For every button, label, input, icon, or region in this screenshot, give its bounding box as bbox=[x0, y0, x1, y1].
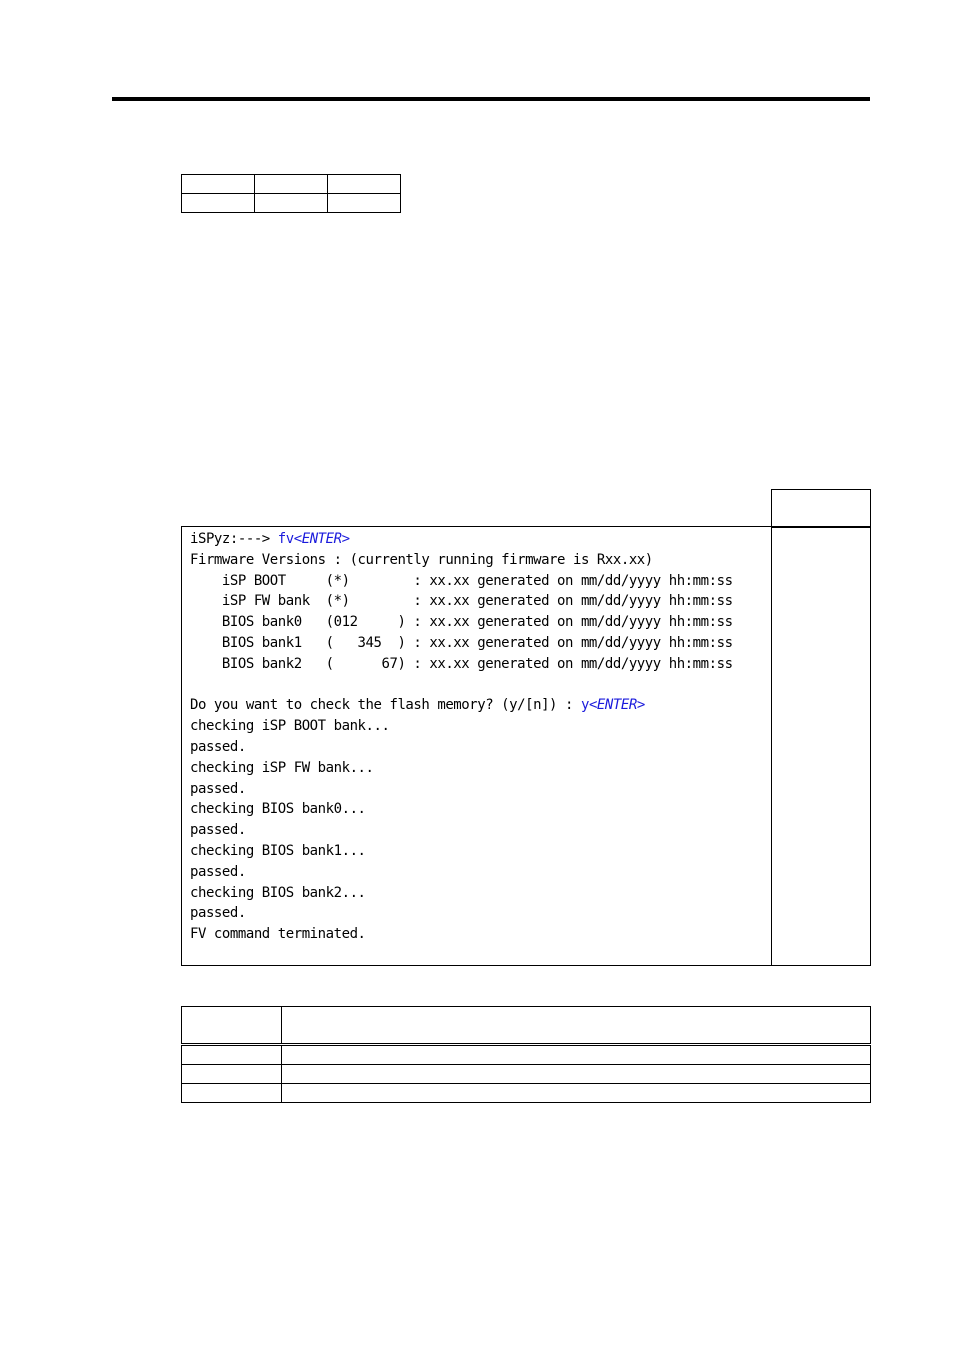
summary-table bbox=[181, 174, 401, 213]
console-line bbox=[190, 675, 733, 696]
table-cell bbox=[255, 194, 328, 213]
console-text: Do you want to check the flash memory? (y/[n]) : bbox=[190, 697, 581, 714]
table-cell bbox=[328, 194, 401, 213]
table-row bbox=[182, 175, 401, 194]
console-side-header bbox=[771, 489, 871, 528]
table-row bbox=[182, 194, 401, 213]
console-text: passed. bbox=[190, 822, 246, 839]
console-line bbox=[190, 591, 733, 612]
console-line bbox=[190, 571, 733, 592]
console-line bbox=[190, 737, 733, 758]
table-cell bbox=[328, 175, 401, 194]
console-text: BIOS bank0 (012 ) : xx.xx generated on mm/dd/yyyy hh:mm:ss bbox=[190, 614, 733, 631]
console-line bbox=[190, 550, 733, 571]
console-text: passed. bbox=[190, 905, 246, 922]
description-table bbox=[181, 1006, 871, 1103]
console-text: iSPyz:---> bbox=[190, 531, 278, 547]
console-side-column bbox=[771, 526, 871, 966]
table-cell bbox=[182, 1045, 282, 1065]
console-line bbox=[190, 903, 733, 924]
console-lines bbox=[190, 529, 733, 945]
console-text: Firmware Versions : (currently running firmware is Rxx.xx) bbox=[190, 551, 653, 568]
console-line bbox=[190, 883, 733, 904]
console-text: checking iSP BOOT bank... bbox=[190, 718, 390, 735]
console-text: FV command terminated. bbox=[190, 926, 366, 943]
console-example-box bbox=[181, 489, 870, 965]
table-header-cell bbox=[182, 1007, 282, 1045]
console-text: checking iSP FW bank... bbox=[190, 759, 374, 776]
console-text: checking BIOS bank2... bbox=[190, 884, 366, 901]
console-output bbox=[181, 526, 772, 966]
console-text: checking BIOS bank0... bbox=[190, 801, 366, 818]
table-cell bbox=[182, 194, 255, 213]
enter-key-label: <ENTER> bbox=[293, 531, 350, 547]
console-text: BIOS bank2 ( 67) : xx.xx generated on mm/dd/yyyy hh:mm:ss bbox=[190, 655, 733, 672]
console-line bbox=[190, 820, 733, 841]
typed-command: fv bbox=[277, 531, 294, 547]
table-cell bbox=[182, 175, 255, 194]
table-cell bbox=[282, 1084, 871, 1103]
table-cell bbox=[255, 175, 328, 194]
console-line bbox=[190, 862, 733, 883]
header-rule bbox=[112, 97, 870, 101]
console-text: iSP BOOT (*) : xx.xx generated on mm/dd/yyyy hh:mm:ss bbox=[190, 572, 733, 589]
console-text: passed. bbox=[190, 863, 246, 880]
console-line bbox=[190, 529, 733, 550]
table-row bbox=[182, 1065, 871, 1084]
enter-key-label: <ENTER> bbox=[588, 697, 645, 714]
console-line bbox=[190, 633, 733, 654]
console-text: passed. bbox=[190, 780, 246, 797]
table-cell bbox=[182, 1065, 282, 1084]
table-row bbox=[182, 1084, 871, 1103]
console-line bbox=[190, 924, 733, 945]
table-header-cell bbox=[282, 1007, 871, 1045]
console-line bbox=[190, 695, 733, 716]
console-line bbox=[190, 799, 733, 820]
console-text: passed. bbox=[190, 738, 246, 755]
console-text: checking BIOS bank1... bbox=[190, 842, 366, 859]
table-cell bbox=[282, 1065, 871, 1084]
table-row bbox=[182, 1045, 871, 1065]
console-text: iSP FW bank (*) : xx.xx generated on mm/dd/yyyy hh:mm:ss bbox=[190, 593, 733, 610]
console-line bbox=[190, 779, 733, 800]
console-line bbox=[190, 612, 733, 633]
table-cell bbox=[182, 1084, 282, 1103]
table-header-row bbox=[182, 1007, 871, 1045]
console-text: BIOS bank1 ( 345 ) : xx.xx generated on mm/dd/yyyy hh:mm:ss bbox=[190, 634, 733, 651]
console-line bbox=[190, 841, 733, 862]
console-line bbox=[190, 654, 733, 675]
console-line bbox=[190, 716, 733, 737]
typed-command: y bbox=[580, 697, 589, 714]
table-cell bbox=[282, 1045, 871, 1065]
console-line bbox=[190, 758, 733, 779]
